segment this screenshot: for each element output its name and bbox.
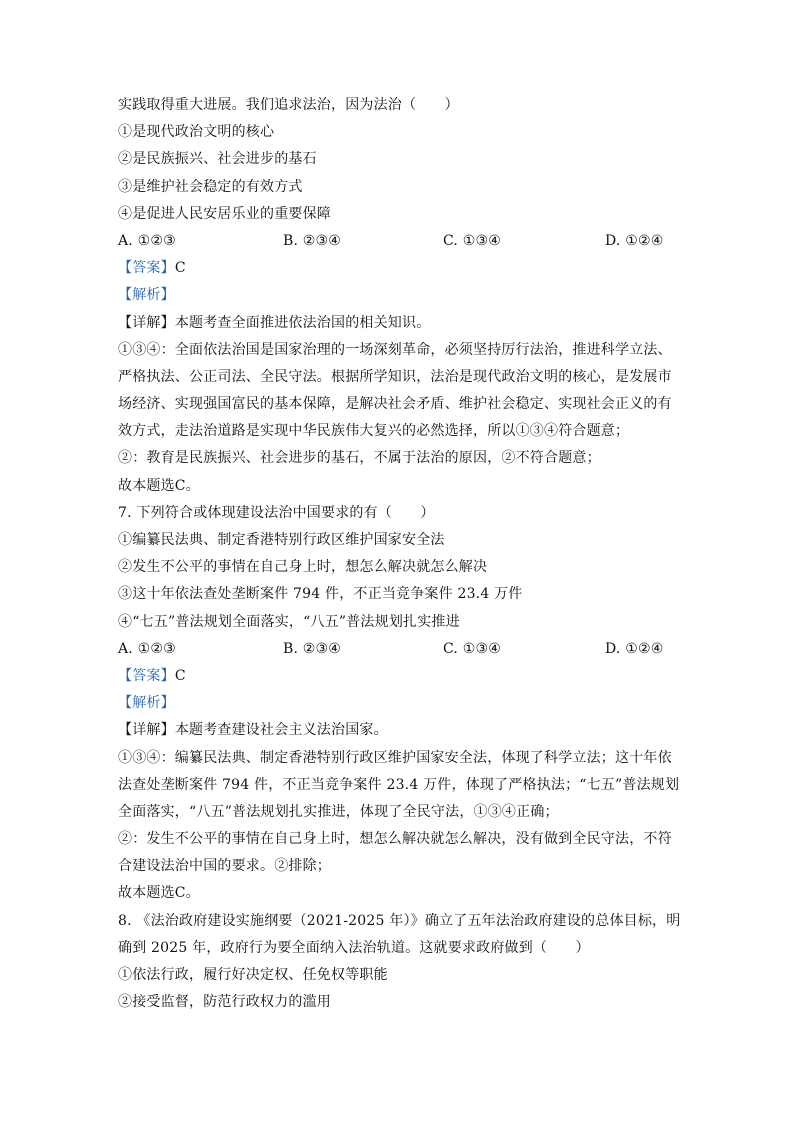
- q6-option-a: A. ①②③: [118, 232, 176, 249]
- answer-tag: 【答案】: [118, 667, 175, 684]
- q7-explanation-line: 全面落实，“八五”普法规划扎实推进，体现了全民守法，①③④正确；: [118, 803, 559, 820]
- q7-option-c: C. ①③④: [443, 640, 501, 657]
- answer-tag: 【答案】: [118, 260, 175, 277]
- q6-analysis: [118, 282, 678, 309]
- q6-option-d: D. ①②④: [605, 232, 664, 249]
- document-page: [118, 92, 681, 1016]
- answer-value: C: [174, 260, 186, 277]
- q6-explanation-line: 效方式，走法治道路是实现中华民族伟大复兴的必然选择，所以①③④符合题意；: [118, 423, 630, 440]
- q7-item-2: ②发生不公平的事情在自己身上时，想怎么解决就怎么解决: [118, 559, 488, 576]
- q6-option-c: C. ①③④: [443, 232, 501, 249]
- q6-item-1: ①是现代政治文明的核心: [118, 124, 275, 141]
- q7-option-d: D. ①②④: [605, 640, 664, 657]
- answer-value: C: [174, 667, 186, 684]
- q7-item-1: ①编纂民法典、制定香港特别行政区维护国家安全法: [118, 532, 445, 548]
- q7-answer: [118, 663, 678, 690]
- q7-analysis: [118, 690, 678, 717]
- q7-option-b: B. ②③④: [283, 640, 342, 657]
- detail-text: 本题考查建设社会主义法治国家。: [174, 722, 388, 739]
- q7-explanation-line: ②：发生不公平的事情在自己身上时，想怎么解决就怎么解决，没有做到全民守法，不符: [118, 831, 672, 848]
- q7-conclusion: 故本题选C。: [118, 885, 200, 902]
- q6-item-3: ③是维护社会稳定的有效方式: [118, 178, 303, 195]
- q6-option-b: B. ②③④: [283, 232, 342, 249]
- q8-stem-line: 8. 《法治政府建设实施纲要（2021-2025 年）》确立了五年法治政府建设的总体目标，明: [118, 912, 681, 929]
- q7-detail: [118, 717, 678, 744]
- q7-explanation-line: 法查处垄断案件 794 件，不正当竞争案件 23.4 万件，体现了严格执法；“七五”普法规划: [118, 776, 680, 793]
- q6-conclusion: 故本题选C。: [118, 477, 200, 494]
- q6-answer: [118, 255, 678, 282]
- q6-explanation-line: 严格执法、公正司法、全民守法。根据所学知识，法治是现代政治文明的核心，是发展市: [118, 368, 672, 385]
- detail-tag: 【详解】: [118, 314, 175, 331]
- q6-explanation-line: ①③④：全面依法治国是国家治理的一场深刻革命，必须坚持厉行法治，推进科学立法、: [118, 341, 672, 358]
- q6-explanation-line: 场经济、实现强国富民的基本保障，是解决社会矛盾、维护社会稳定、实现社会正义的有: [118, 396, 672, 413]
- q8-item-1: ①依法行政，履行好决定权、任免权等职能: [118, 967, 388, 983]
- q6-detail: [118, 310, 678, 337]
- q6-options: [118, 228, 678, 255]
- q7-options: [118, 636, 678, 663]
- detail-text: 本题考查全面推进依法治国的相关知识。: [174, 314, 431, 331]
- q7-stem: 7. 下列符合或体现建设法治中国要求的有（ ）: [118, 504, 435, 521]
- q7-option-a: A. ①②③: [118, 640, 176, 657]
- q8-item-2: ②接受监督，防范行政权力的滥用: [118, 994, 331, 1011]
- analysis-tag: 【解析】: [118, 287, 175, 304]
- q6-item-4: ④是促进人民安居乐业的重要保障: [118, 205, 331, 222]
- q6-item-2: ②是民族振兴、社会进步的基石: [118, 151, 317, 168]
- analysis-tag: 【解析】: [118, 695, 175, 712]
- q7-item-4: ④“七五”普法规划全面落实，“八五”普法规划扎实推进: [118, 613, 460, 630]
- q7-explanation-line: 合建设法治中国的要求。②排除；: [118, 858, 331, 875]
- detail-tag: 【详解】: [118, 722, 175, 739]
- q6-explanation-line: ②：教育是民族振兴、社会进步的基石，不属于法治的原因，②不符合题意；: [118, 450, 601, 467]
- q6-stem: 实践取得重大进展。我们追求法治，因为法治（ ）: [118, 97, 459, 113]
- q8-stem-line: 确到 2025 年，政府行为要全面纳入法治轨道。这就要求政府做到（ ）: [118, 939, 590, 956]
- q7-explanation-line: ①③④：编纂民法典、制定香港特别行政区维护国家安全法，体现了科学立法；这十年依: [118, 749, 672, 766]
- q7-item-3: ③这十年依法查处垄断案件 794 件，不正当竞争案件 23.4 万件: [118, 586, 523, 603]
